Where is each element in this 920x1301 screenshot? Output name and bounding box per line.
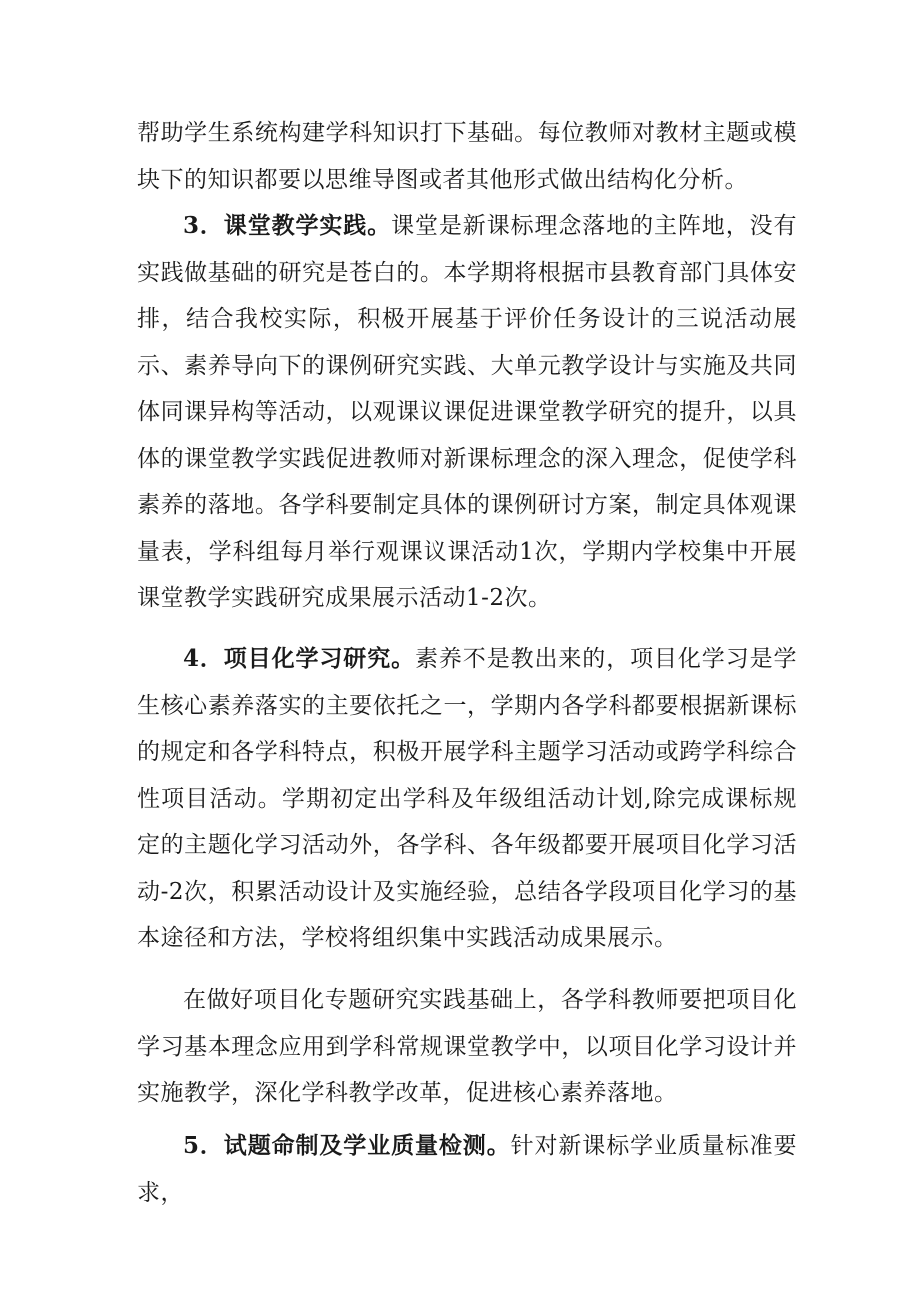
paragraph-heading: 3．课堂教学实践。 <box>183 212 392 239</box>
paragraph-classroom-practice <box>137 203 797 622</box>
paragraph-text: 素养不是教出来的，项目化学习是学生核心素养落实的主要依托之一，学期内各学科都要根据新课标的规定和各学科特点，积极开展学科主题学习活动或跨学科综合性项目活动。学期初定出学科及年级组活动计划,除完成课标规定的主题化学习活动外，各学科、各年级都要开展项目化学习活动-2次，积累活动设计及实施经验，总结各学段项目化学习的基本途径和方法，学校将组织集中实践活动成果展示。 <box>137 646 797 951</box>
paragraph-project-learning <box>137 636 797 962</box>
paragraph-text: 课堂是新课标理念落地的主阵地，没有实践做基础的研究是苍白的。本学期将根据市县教育部门具体安排，结合我校实际，积极开展基于评价任务设计的三说活动展示、素养导向下的课例研究实践、大单元教学设计与实施及共同体同课异构等活动，以观课议课促进课堂教学研究的提升，以具体的课堂教学实践促进教师对新课标理念的深入理念，促使学科素养的落地。各学科要制定具体的课例研讨方案，制定具体观课量表，学科组每月举行观课议课活动1次，学期内学校集中开展课堂教学实践研究成果展示活动1-2次。 <box>137 213 797 611</box>
paragraph-test-design <box>137 1123 797 1216</box>
paragraph-heading: 4．项目化学习研究。 <box>183 645 415 672</box>
paragraph-heading: 5．试题命制及学业质量检测。 <box>183 1132 511 1159</box>
paragraph-continuation <box>137 110 797 203</box>
paragraph-text: 针对新课标学业质量标准要求， <box>137 1133 798 1206</box>
paragraph-project-application <box>137 977 797 1117</box>
paragraph-text: 帮助学生系统构建学科知识打下基础。每位教师对教材主题或模块下的知识都要以思维导图或者其他形式做出结构化分析。 <box>137 120 797 193</box>
paragraph-text: 在做好项目化专题研究实践基础上，各学科教师要把项目化学习基本理念应用到学科常规课堂教学中，以项目化学习设计并实施教学，深化学科教学改革，促进核心素养落地。 <box>137 987 797 1106</box>
